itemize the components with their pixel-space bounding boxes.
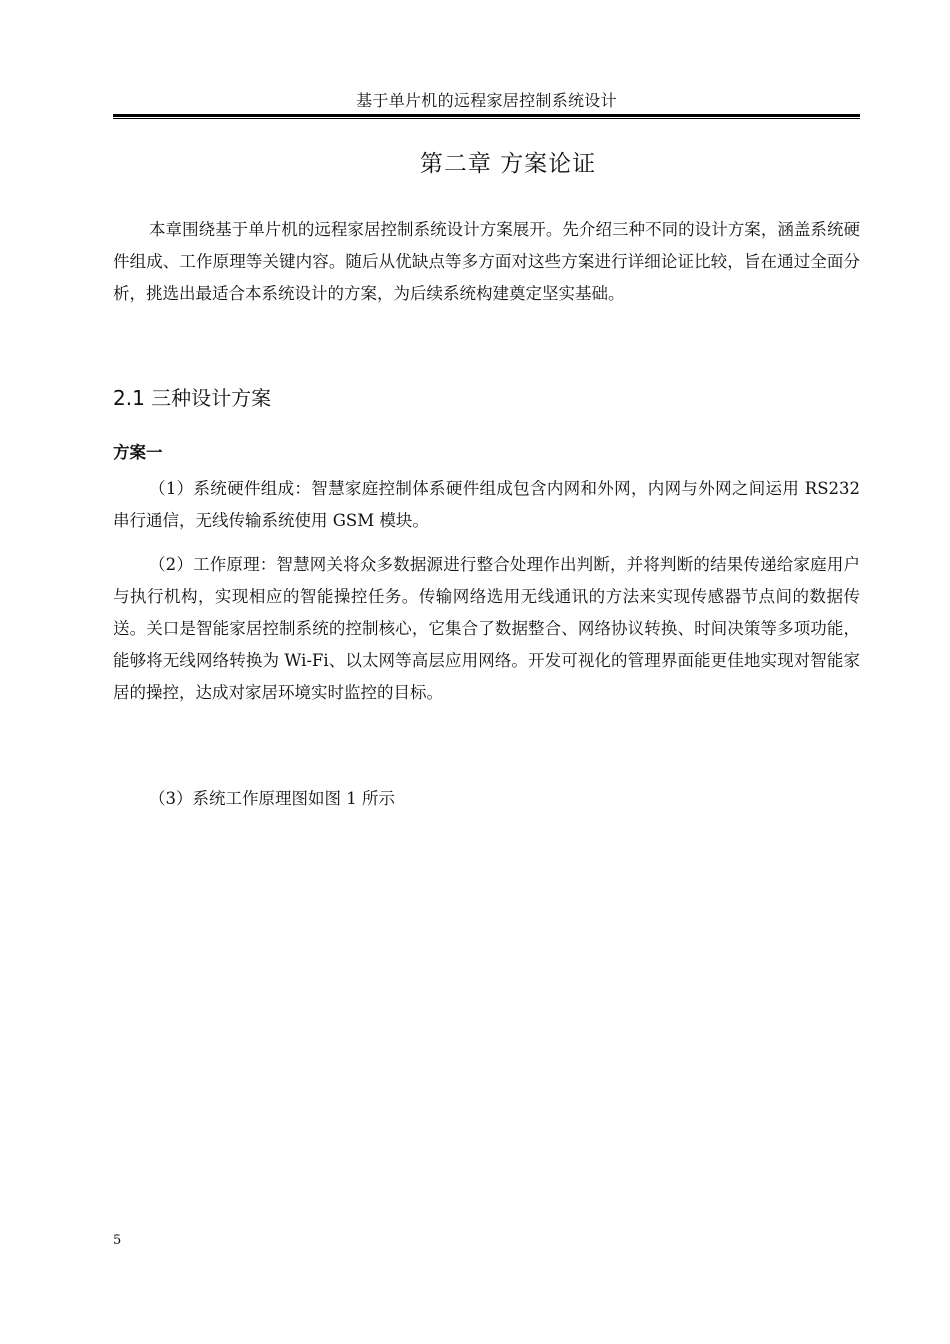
- item-hardware-composition: （1）系统硬件组成：智慧家庭控制体系硬件组成包含内网和外网，内网与外网之间运用 RS232 串行通信，无线传输系统使用 GSM 模块。: [113, 479, 860, 530]
- item-principle-diagram-ref: （3）系统工作原理图如图 1 所示: [149, 789, 395, 808]
- chapter-title: 第二章 方案论证: [419, 151, 597, 177]
- header-rule-thick: [113, 114, 860, 117]
- header-rule-thin: [113, 118, 860, 119]
- page-number: 5: [113, 1233, 122, 1248]
- item-working-principle: （2）工作原理：智慧网关将众多数据源进行整合处理作出判断，并将判断的结果传递给家庭用户与执行机构，实现相应的智能操控任务。传输网络选用无线通讯的方法来实现传感器节点间的数据传送。关口是智能家居控制系统的控制核心，它集合了数据整合、网络协议转换、时间决策等多项功能，能够将无线网络转换为 Wi-Fi、以太网等高层应用网络。开发可视化的管理界面能更佳地实现对智能家居的操控，达成对家居环境实时监控的目标。: [113, 555, 860, 702]
- section-heading: 2.1 三种设计方案: [113, 386, 272, 410]
- intro-paragraph: 本章围绕基于单片机的远程家居控制系统设计方案展开。先介绍三种不同的设计方案，涵盖系统硬件组成、工作原理等关键内容。随后从优缺点等多方面对这些方案进行详细论证比较，旨在通过全面分析，挑选出最适合本系统设计的方案，为后续系统构建奠定坚实基础。: [113, 220, 860, 303]
- running-header: 基于单片机的远程家居控制系统设计: [356, 91, 617, 110]
- scheme-subheading: 方案一: [113, 443, 163, 462]
